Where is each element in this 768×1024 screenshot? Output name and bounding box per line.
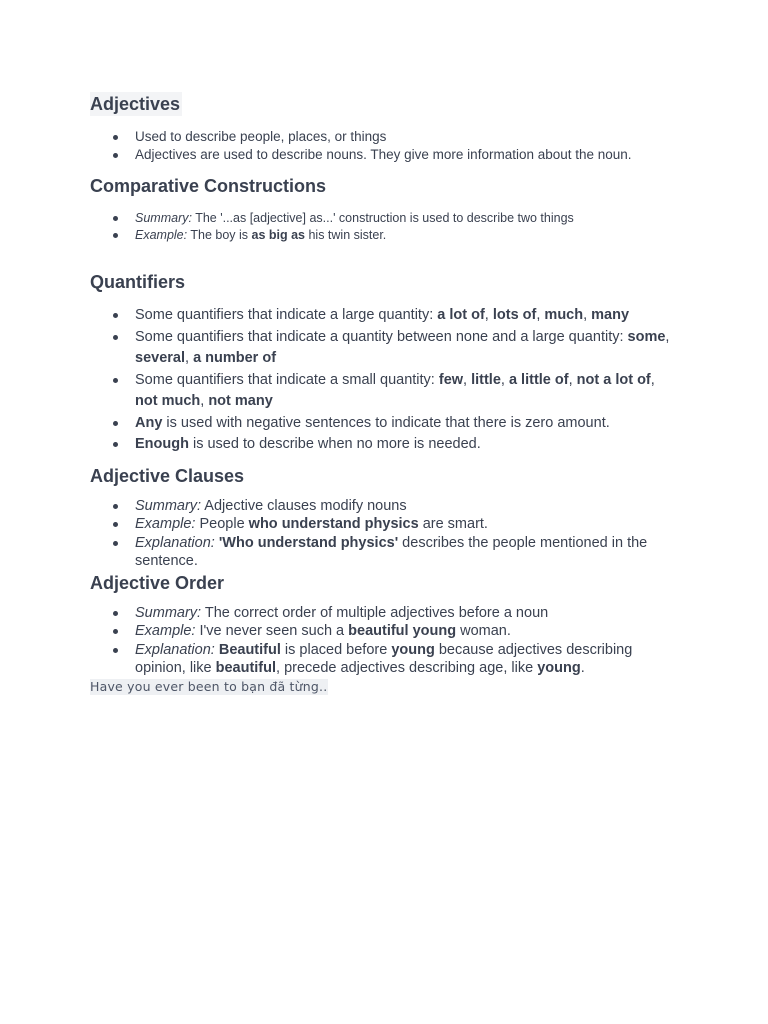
text-run: because adjectives describing opinion, like — [135, 641, 633, 676]
list-item — [135, 497, 680, 516]
text-run: is used to describe when no more is needed. — [188, 436, 481, 452]
bold-term: young — [391, 641, 435, 658]
bold-term: Beautiful — [218, 641, 281, 658]
bold-term: not much — [135, 393, 201, 409]
italic-label: Summary: — [135, 604, 202, 621]
italic-label: Summary: — [135, 497, 202, 514]
bold-term: much — [544, 307, 584, 323]
list-item — [135, 128, 680, 146]
list-item — [135, 622, 680, 641]
bold-term: many — [591, 307, 630, 323]
italic-label: Explanation: — [135, 534, 215, 551]
bold-term: 'Who understand physics' — [218, 534, 399, 551]
text-run: , — [500, 371, 509, 388]
text-run: woman. — [456, 623, 511, 639]
list-item — [135, 227, 680, 244]
text-run: , — [665, 328, 670, 345]
text-run: . — [580, 660, 585, 676]
text-run: Some quantifiers that indicate a small quantity: — [135, 371, 439, 388]
bold-term: who understand physics — [248, 516, 419, 532]
heading-adjective-clauses: Adjective Clauses — [90, 465, 245, 486]
text-run: The boy is — [187, 228, 252, 242]
comparative-list — [90, 210, 680, 244]
text-run: , — [650, 371, 655, 388]
quantifiers-list — [90, 305, 680, 456]
list-item — [135, 370, 680, 413]
text-run: , — [463, 371, 472, 388]
text-run: , — [583, 307, 592, 323]
bold-term: a lot of — [437, 307, 485, 323]
text-run: Some quantifiers that indicate a large quantity: — [135, 307, 438, 323]
bold-term: little — [471, 371, 501, 388]
text-run: is placed before — [280, 641, 392, 658]
text-run: is used with negative sentences to indicate that there is zero amount. — [162, 414, 610, 431]
bold-term: Enough — [135, 436, 189, 452]
text-run: Some quantifiers that indicate a quantity between none and a large quantity: — [135, 328, 628, 345]
text-run: Used to describe people, places, or things — [135, 129, 387, 144]
bold-term: Any — [135, 414, 163, 431]
text-run: People — [195, 516, 249, 532]
text-run: describes the people mentioned in the sentence. — [135, 534, 648, 569]
heading-comparative-constructions: Comparative Constructions — [90, 176, 327, 196]
italic-label: Example: — [135, 516, 196, 532]
bold-term: some — [627, 328, 666, 345]
bold-term: not many — [208, 393, 273, 409]
text-run: , precede adjectives describing age, like — [276, 660, 538, 676]
adjectives-list — [90, 128, 680, 164]
italic-label: Summary: — [135, 211, 192, 225]
text-run: Adjectives are used to describe nouns. They give more information about the noun. — [135, 147, 632, 162]
heading-adjectives: Adjectives — [90, 94, 181, 114]
adjective-clauses-list — [90, 497, 680, 571]
italic-label: Example: — [135, 228, 188, 242]
italic-label: Explanation: — [135, 641, 215, 658]
note-text: Have you ever been to bạn đã từng.. — [90, 678, 328, 694]
heading-adjective-order: Adjective Order — [90, 572, 225, 593]
text-run: , — [568, 371, 577, 388]
text-run: The '...as [adjective] as...' construction is used to describe two things — [191, 211, 574, 225]
text-run: , — [185, 350, 194, 366]
document-page — [90, 92, 680, 696]
list-item — [135, 210, 680, 227]
text-run: , — [484, 307, 493, 323]
text-run: , — [200, 393, 209, 409]
list-item — [135, 534, 680, 571]
text-run: are smart. — [418, 516, 488, 532]
list-item — [135, 434, 680, 456]
italic-label: Example: — [135, 623, 196, 639]
text-run: his twin sister. — [305, 228, 387, 242]
adjective-order-list — [90, 604, 680, 678]
list-item — [135, 413, 680, 435]
list-item — [135, 305, 680, 327]
list-item — [135, 641, 680, 678]
heading-quantifiers: Quantifiers — [90, 272, 186, 292]
list-item — [135, 146, 680, 164]
bold-term: not a lot of — [576, 371, 651, 388]
bold-term: a number of — [193, 350, 277, 366]
bold-term: as big as — [251, 228, 305, 242]
list-item — [135, 327, 680, 370]
list-item — [135, 515, 680, 534]
text-run: I've never seen such a — [195, 623, 349, 639]
bold-term: a little of — [508, 371, 569, 388]
bold-term: young — [537, 660, 581, 676]
bold-term: beautiful — [215, 660, 277, 676]
bold-term: few — [438, 371, 464, 388]
bold-term: beautiful young — [348, 623, 457, 639]
list-item — [135, 604, 680, 623]
text-run: , — [536, 307, 545, 323]
bold-term: lots of — [492, 307, 537, 323]
text-run: Adjective clauses modify nouns — [201, 497, 407, 514]
text-run: The correct order of multiple adjectives before a noun — [201, 604, 549, 621]
bold-term: several — [135, 350, 185, 366]
